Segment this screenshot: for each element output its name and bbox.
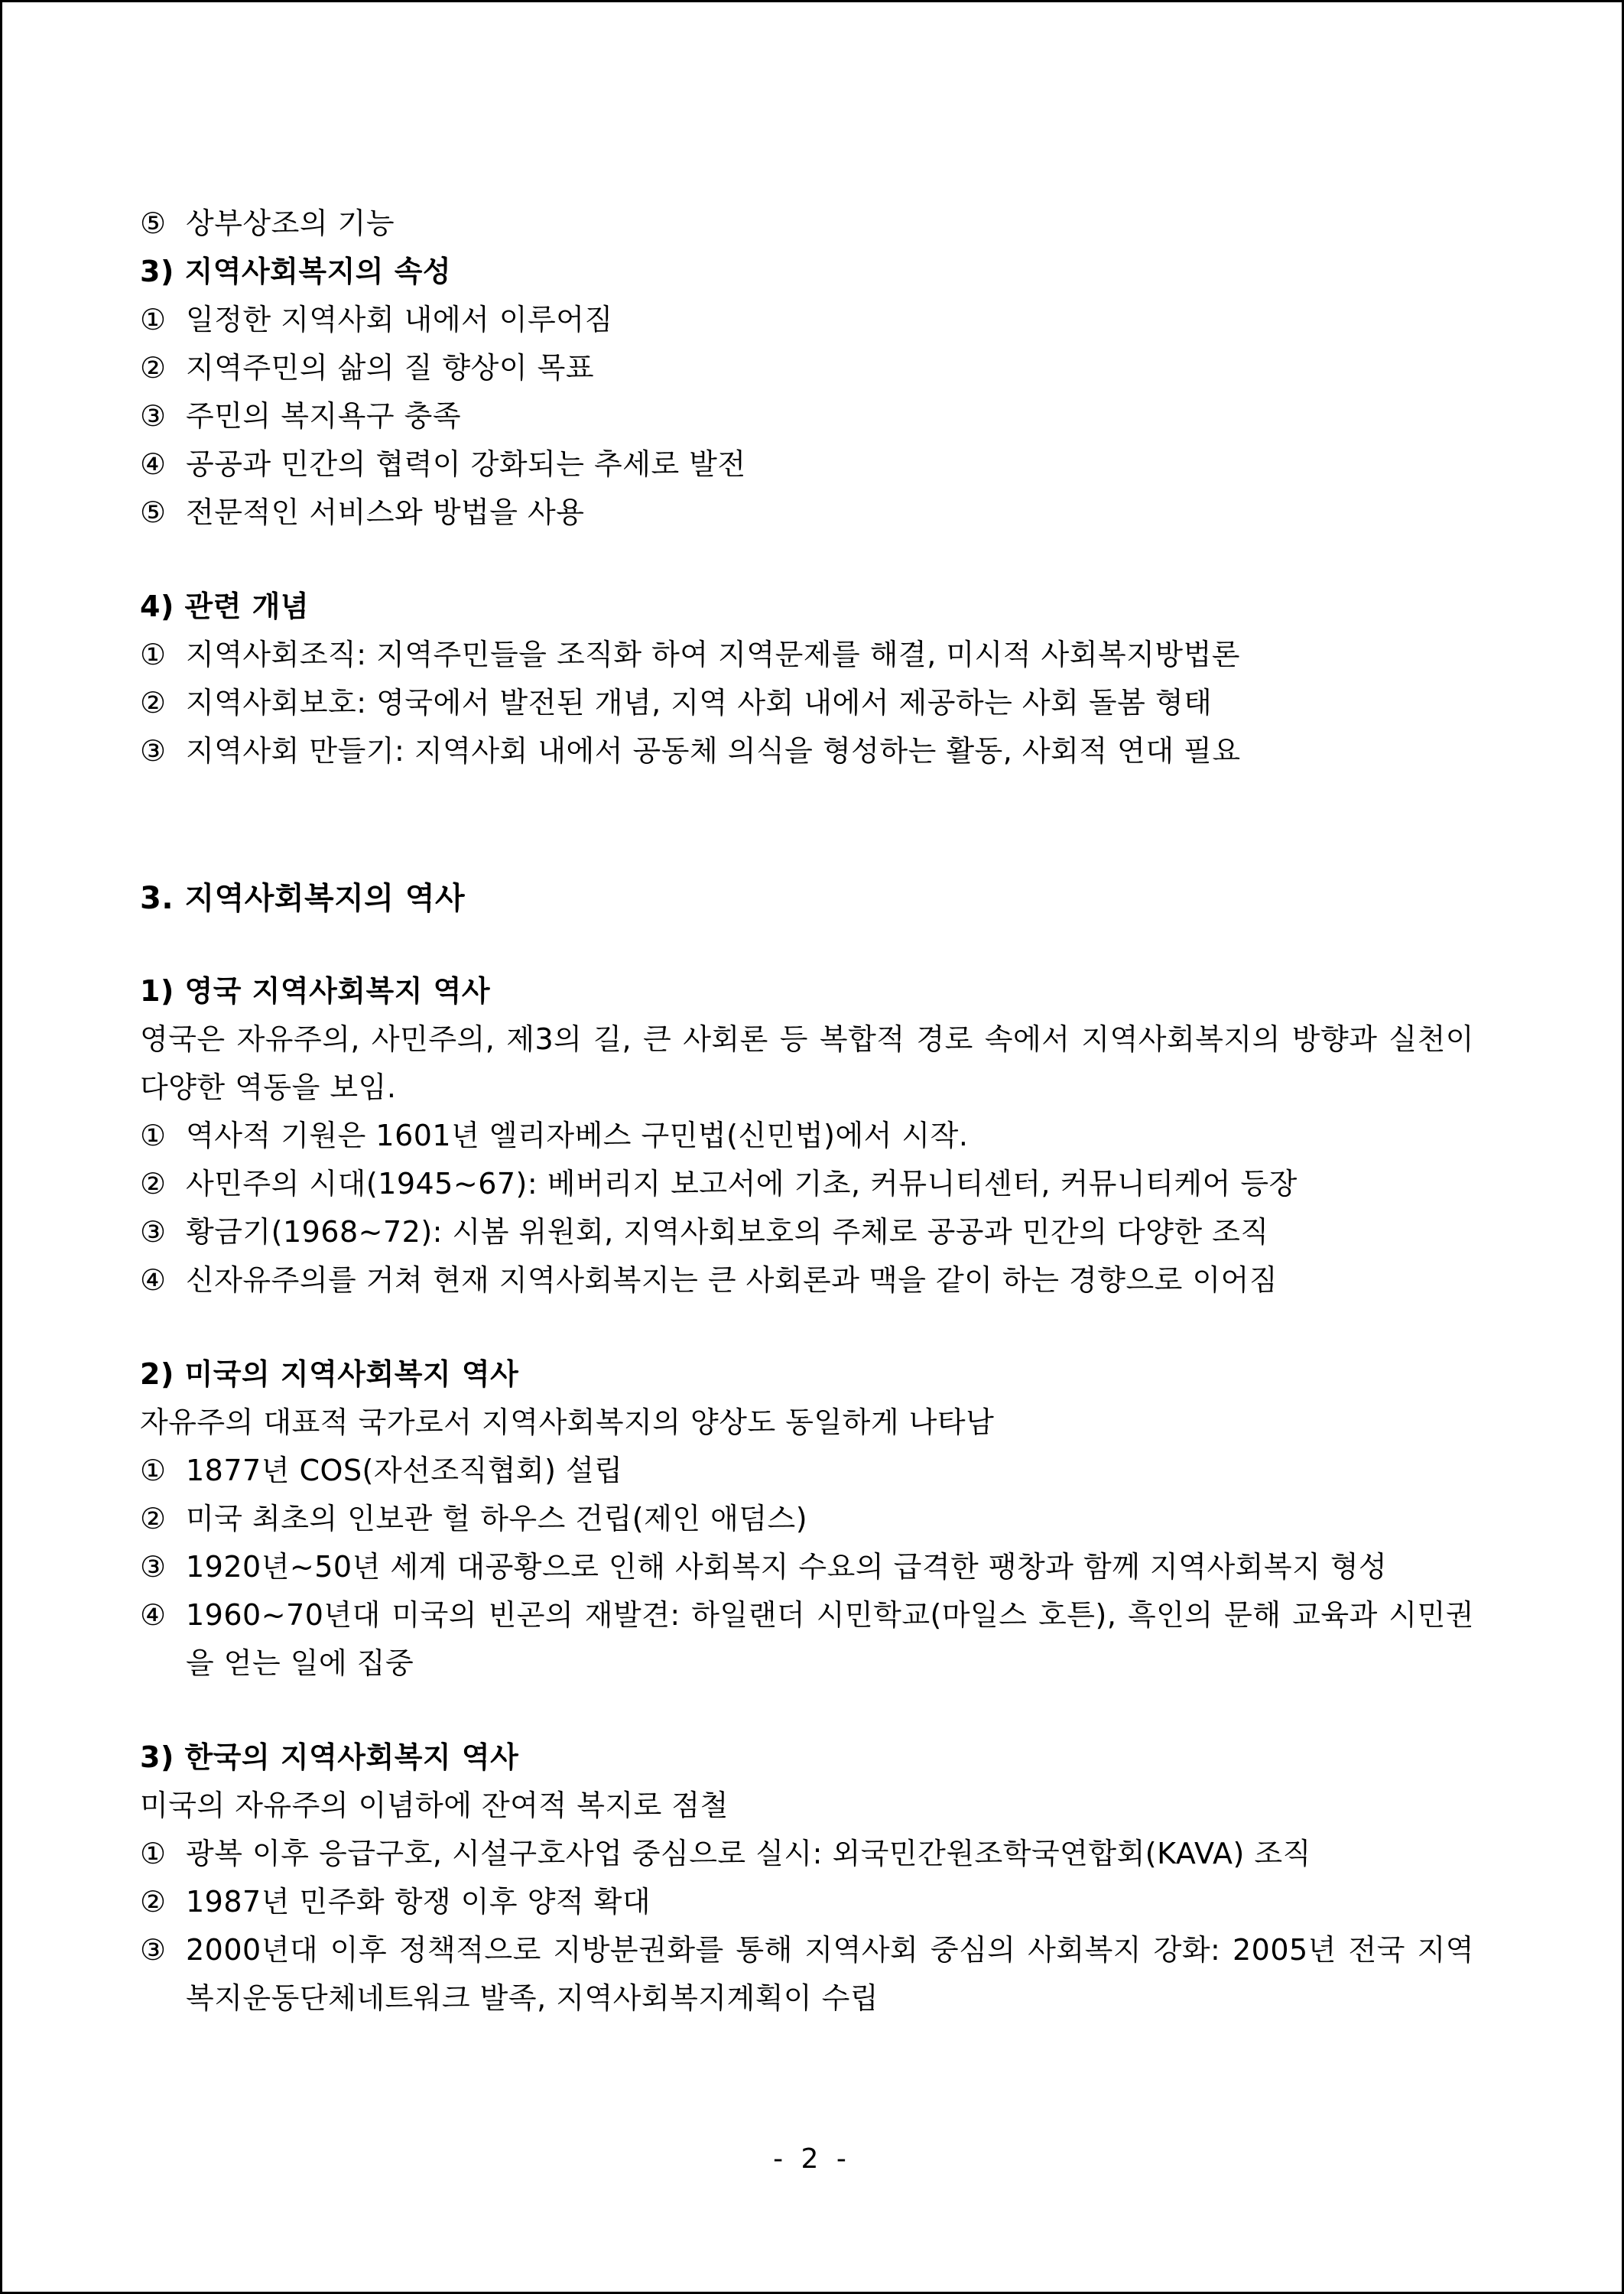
list-item — [140, 1495, 1474, 1543]
page-number: - 2 - — [773, 2143, 851, 2175]
item-number: ④ — [140, 447, 167, 481]
list-item — [140, 631, 1474, 679]
list-item — [140, 1878, 1474, 1926]
item-number: ④ — [140, 1263, 167, 1297]
list-item — [140, 296, 1474, 344]
item-number: ① — [140, 638, 167, 671]
section-heading-korea: 3) 한국의 지역사회복지 역사 — [140, 1740, 519, 1774]
section-heading-attributes: 3) 지역사회복지의 속성 — [140, 255, 452, 288]
item-number: ② — [140, 351, 167, 385]
list-item — [140, 200, 1474, 248]
item-text: 지역주민의 삶의 질 향상이 목표 — [186, 351, 595, 385]
section-intro: 영국은 자유주의, 사민주의, 제3의 길, 큰 사회론 등 복합적 경로 속에서 지역사회복지의 방향과 실천이 다양한 역동을 보임. — [140, 1022, 1474, 1104]
item-text: 역사적 기원은 1601년 엘리자베스 구민법(신민법)에서 시작. — [186, 1119, 969, 1152]
item-number: ① — [140, 1454, 167, 1487]
item-text: 주민의 복지욕구 충족 — [186, 399, 462, 433]
item-number: ③ — [140, 1550, 167, 1584]
item-text: 광복 이후 응급구호, 시설구호사업 중심으로 실시: 외국민간원조학국연합회(KAVA) 조직 — [186, 1837, 1311, 1870]
item-text: 지역사회 만들기: 지역사회 내에서 공동체 의식을 형성하는 활동, 사회적 연대 필요 — [186, 734, 1241, 768]
item-text: 2000년대 이후 정책적으로 지방분권화를 통해 지역사회 중심의 사회복지 강화: 2005년 전국 지역복지운동단체네트워크 발족, 지역사회복지계획이 수립 — [186, 1933, 1474, 2015]
spacer — [140, 923, 1474, 967]
item-number: ③ — [140, 399, 167, 433]
list-item — [140, 344, 1474, 392]
item-text: 상부상조의 기능 — [186, 206, 395, 240]
item-number: ① — [140, 1119, 167, 1152]
item-number: ② — [140, 1502, 167, 1535]
section-heading-uk: 1) 영국 지역사회복지 역사 — [140, 974, 491, 1008]
item-text: 전문적인 서비스와 방법을 사용 — [186, 496, 585, 529]
section-heading-concepts: 4) 관련 개념 — [140, 590, 310, 623]
list-item — [140, 1208, 1474, 1256]
list-item — [140, 1591, 1474, 1688]
list-item — [140, 1830, 1474, 1878]
item-number: ③ — [140, 1215, 167, 1249]
item-number: ② — [140, 686, 167, 720]
list-item — [140, 392, 1474, 440]
list-item — [140, 1447, 1474, 1495]
item-text: 1987년 민주화 항쟁 이후 양적 확대 — [186, 1885, 651, 1919]
item-number: ③ — [140, 1933, 167, 1967]
item-number: ② — [140, 1167, 167, 1201]
item-number: ④ — [140, 1598, 167, 1632]
list-item — [140, 727, 1474, 775]
spacer — [140, 775, 1474, 875]
page-content — [140, 200, 1474, 2023]
item-text: 1960~70년대 미국의 빈곤의 재발견: 하일랜더 시민학교(마일스 호튼), 흑인의 문해 교육과 시민권을 얻는 일에 집중 — [186, 1598, 1474, 1680]
spacer — [140, 537, 1474, 583]
item-text: 미국 최초의 인보관 헐 하우스 건립(제인 애덤스) — [186, 1502, 808, 1535]
spacer — [140, 1688, 1474, 1733]
item-text: 지역사회보호: 영국에서 발전된 개념, 지역 사회 내에서 제공하는 사회 돌봄 형태 — [186, 686, 1213, 720]
item-text: 황금기(1968~72): 시봄 위원회, 지역사회보호의 주체로 공공과 민간의 다양한 조직 — [186, 1215, 1269, 1249]
list-item — [140, 1926, 1474, 2023]
section-intro: 미국의 자유주의 이념하에 잔여적 복지로 점철 — [140, 1789, 729, 1822]
chapter-title: 3. 지역사회복지의 역사 — [140, 881, 466, 916]
item-text: 지역사회조직: 지역주민들을 조직화 하여 지역문제를 해결, 미시적 사회복지방법론 — [186, 638, 1241, 671]
item-text: 사민주의 시대(1945~67): 베버리지 보고서에 기초, 커뮤니티센터, 커뮤니티케어 등장 — [186, 1167, 1298, 1201]
list-item — [140, 679, 1474, 727]
item-number: ⑤ — [140, 206, 167, 240]
list-item — [140, 1112, 1474, 1160]
list-item — [140, 440, 1474, 489]
section-heading-us: 2) 미국의 지역사회복지 역사 — [140, 1357, 519, 1391]
item-text: 일정한 지역사회 내에서 이루어짐 — [186, 303, 613, 336]
item-text: 공공과 민간의 협력이 강화되는 추세로 발전 — [186, 447, 746, 481]
item-number: ① — [140, 1837, 167, 1870]
item-number: ③ — [140, 734, 167, 768]
item-text: 1920년~50년 세계 대공황으로 인해 사회복지 수요의 급격한 팽창과 함께 지역사회복지 형성 — [186, 1550, 1388, 1584]
list-item — [140, 1256, 1474, 1305]
item-text: 신자유주의를 거쳐 현재 지역사회복지는 큰 사회론과 맥을 같이 하는 경향으로 이어짐 — [186, 1263, 1278, 1297]
list-item — [140, 1160, 1474, 1208]
spacer — [140, 1305, 1474, 1350]
item-number: ① — [140, 303, 167, 336]
list-item — [140, 489, 1474, 537]
item-number: ② — [140, 1885, 167, 1919]
list-item — [140, 1543, 1474, 1591]
item-text: 1877년 COS(자선조직협회) 설립 — [186, 1454, 623, 1487]
section-intro: 자유주의 대표적 국가로서 지역사회복지의 양상도 동일하게 나타남 — [140, 1405, 995, 1439]
item-number: ⑤ — [140, 496, 167, 529]
